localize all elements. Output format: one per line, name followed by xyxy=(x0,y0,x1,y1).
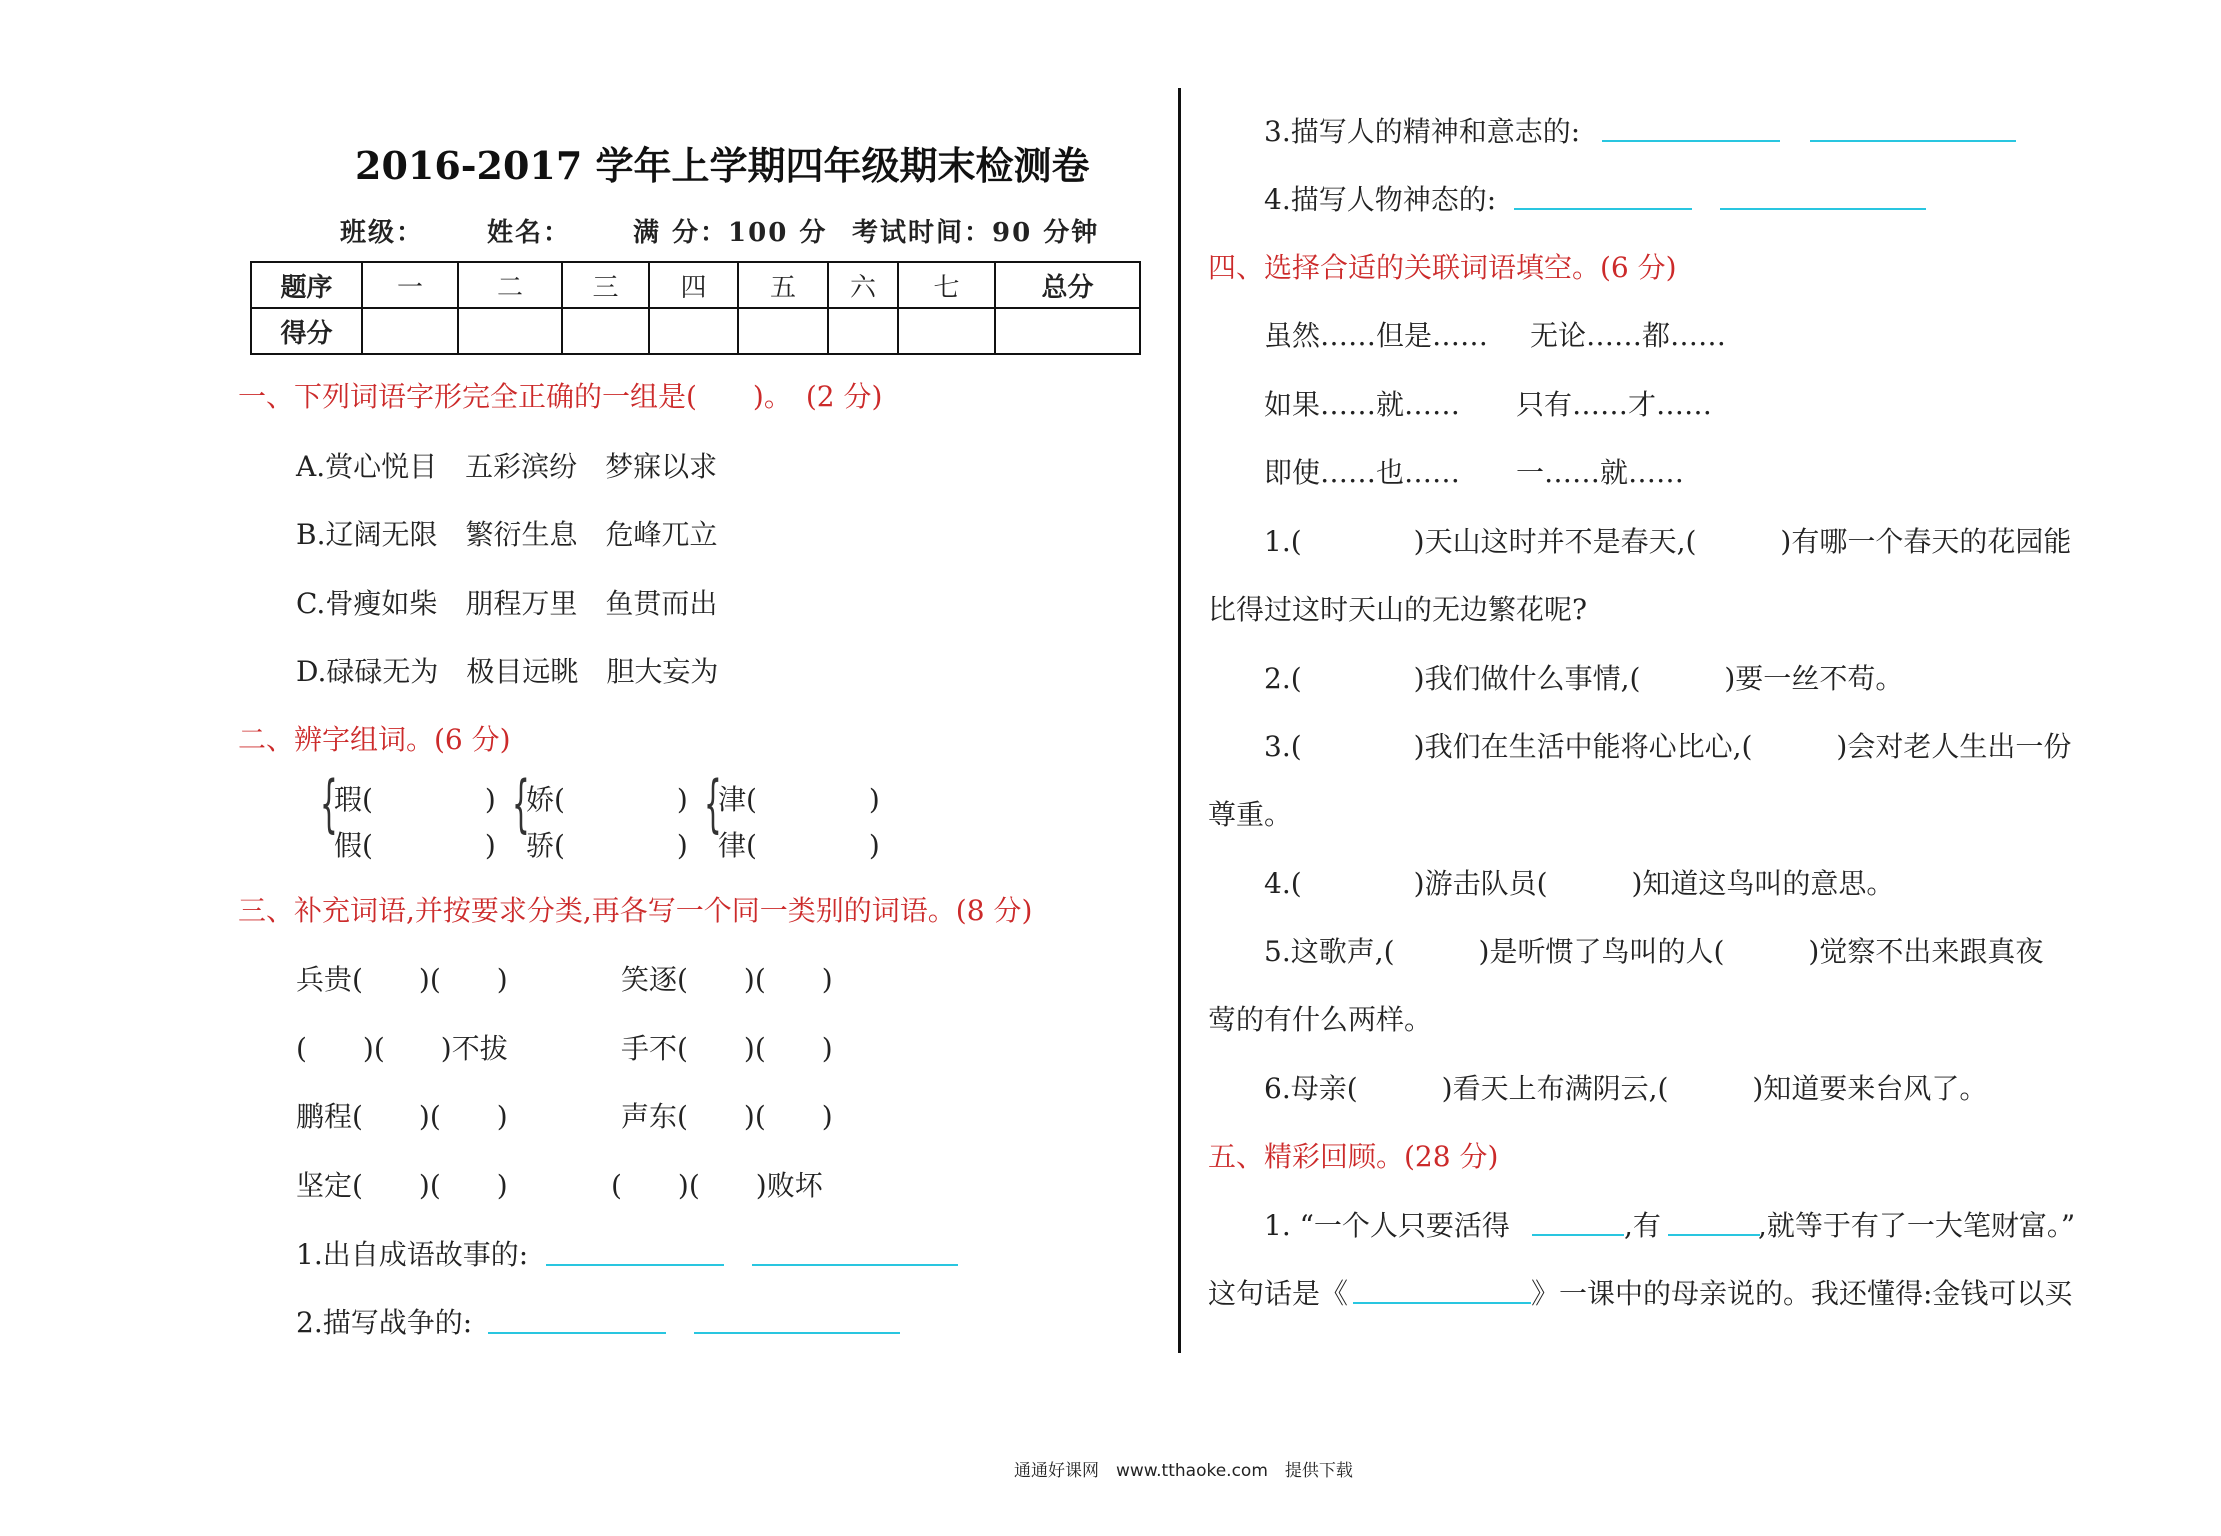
q3-idiom: 声东( )( ) xyxy=(621,1100,833,1133)
answer-blank[interactable] xyxy=(546,1264,724,1266)
page-title: 2016-2017 学年上学期四年级期末检测卷 xyxy=(355,143,1090,188)
score-table-header-row xyxy=(251,262,1140,308)
q3-sub3: 3.描写人的精神和意志的: xyxy=(1264,115,1581,148)
q4-item: 尊重。 xyxy=(1208,798,1293,831)
table-cell: 三 xyxy=(562,262,649,308)
table-cell: 四 xyxy=(649,262,738,308)
q4-item: 5.这歌声,( )是听惯了鸟叫的人( )觉察不出来跟真夜 xyxy=(1264,935,2044,968)
page-footer: 通通好课网 www.tthaoke.com 提供下载 xyxy=(1014,1461,1353,1481)
score-cell[interactable] xyxy=(458,308,562,354)
table-cell: 六 xyxy=(828,262,898,308)
q2-title: 二、辨字组词。(6 分) xyxy=(238,723,511,756)
q3-idiom: 坚定( )( ) xyxy=(296,1169,508,1202)
q1-option-a: A.赏心悦目 五彩滨纷 梦寐以求 xyxy=(296,450,718,483)
table-cell: 一 xyxy=(362,262,458,308)
answer-blank[interactable] xyxy=(1602,140,1780,142)
q3-idiom: 手不( )( ) xyxy=(621,1032,833,1065)
exam-time: 考试时间：90 分钟 xyxy=(852,218,1100,248)
q4-option: 即使……也…… xyxy=(1264,456,1461,489)
q1-option-b: B.辽阔无限 繁衍生息 危峰兀立 xyxy=(296,518,718,551)
brace-icon: { xyxy=(512,767,530,840)
q3-idiom: ( )( )败坏 xyxy=(611,1169,823,1202)
q2-pair1-top: 瑕( ) xyxy=(334,783,496,816)
table-cell: 五 xyxy=(738,262,828,308)
table-cell: 七 xyxy=(898,262,995,308)
score-cell[interactable] xyxy=(738,308,828,354)
answer-blank[interactable] xyxy=(1532,1234,1624,1236)
class-label: 班级： xyxy=(340,218,425,248)
q4-option: 只有……才…… xyxy=(1516,388,1713,421)
q5-line2-start: 这句话是《 xyxy=(1208,1277,1349,1310)
q4-option: 虽然……但是…… xyxy=(1264,319,1489,352)
score-cell[interactable] xyxy=(995,308,1140,354)
answer-blank[interactable] xyxy=(1353,1302,1531,1304)
name-label: 姓名： xyxy=(487,218,572,248)
answer-blank[interactable] xyxy=(1810,140,2016,142)
column-divider xyxy=(1178,88,1181,1353)
score-cell[interactable] xyxy=(649,308,738,354)
answer-blank[interactable] xyxy=(1720,208,1926,210)
full-score: 满 分：100 分 xyxy=(633,218,828,248)
q4-item: 6.母亲( )看天上布满阴云,( )知道要来台风了。 xyxy=(1264,1072,1988,1105)
q2-pair2-bottom: 骄( ) xyxy=(526,829,688,862)
q3-idiom: ( )( )不拔 xyxy=(296,1032,508,1065)
score-cell[interactable] xyxy=(898,308,995,354)
q4-option: 一……就…… xyxy=(1516,456,1685,489)
q4-option: 如果……就…… xyxy=(1264,388,1461,421)
score-cell[interactable] xyxy=(562,308,649,354)
score-table xyxy=(250,261,1141,355)
q1-option-d: D.碌碌无为 极目远眺 胆大妄为 xyxy=(296,655,719,688)
q4-item: 莺的有什么两样。 xyxy=(1208,1003,1433,1036)
answer-blank[interactable] xyxy=(694,1332,900,1334)
q2-pair2-top: 娇( ) xyxy=(526,783,688,816)
q3-sub1: 1.出自成语故事的: xyxy=(296,1238,529,1271)
q2-pair3-top: 津( ) xyxy=(718,783,880,816)
q3-title: 三、补充词语,并按要求分类,再各写一个同一类别的词语。(8 分) xyxy=(238,894,1033,927)
answer-blank[interactable] xyxy=(488,1332,666,1334)
q5-line1-mid: ,有 xyxy=(1624,1209,1661,1242)
q4-item: 1.( )天山这时并不是春天,( )有哪一个春天的花园能 xyxy=(1264,525,2072,558)
answer-blank[interactable] xyxy=(1668,1234,1760,1236)
q1-option-c: C.骨瘦如柴 朋程万里 鱼贯而出 xyxy=(296,587,718,620)
q4-item: 4.( )游击队员( )知道这鸟叫的意思。 xyxy=(1264,867,1895,900)
q5-title: 五、精彩回顾。(28 分) xyxy=(1208,1140,1499,1173)
q3-idiom: 笑逐( )( ) xyxy=(621,963,833,996)
q2-pair1-bottom: 假( ) xyxy=(334,829,496,862)
table-cell: 二 xyxy=(458,262,562,308)
q4-title: 四、选择合适的关联词语填空。(6 分) xyxy=(1208,251,1677,284)
q3-sub4: 4.描写人物神态的: xyxy=(1264,183,1497,216)
q4-item: 2.( )我们做什么事情,( )要一丝不苟。 xyxy=(1264,662,1904,695)
q4-option: 无论……都…… xyxy=(1530,319,1727,352)
table-cell: 总分 xyxy=(995,262,1140,308)
score-table-score-row xyxy=(251,308,1140,354)
q2-pair3-bottom: 律( ) xyxy=(718,829,880,862)
q5-line1-start: 1. “一个人只要活得 xyxy=(1264,1209,1510,1242)
q3-idiom: 鹏程( )( ) xyxy=(296,1100,508,1133)
score-cell[interactable] xyxy=(362,308,458,354)
q5-line1-end: ,就等于有了一大笔财富。” xyxy=(1758,1209,2076,1242)
q4-item: 比得过这时天山的无边繁花呢? xyxy=(1208,593,1588,626)
table-cell: 得分 xyxy=(251,308,362,354)
q3-idiom: 兵贵( )( ) xyxy=(296,963,508,996)
brace-icon: { xyxy=(320,767,338,840)
q5-line2-end: 》一课中的母亲说的。我还懂得:金钱可以买 xyxy=(1531,1277,2073,1310)
brace-icon: { xyxy=(704,767,722,840)
answer-blank[interactable] xyxy=(1514,208,1692,210)
table-cell: 题序 xyxy=(251,262,362,308)
q1-title: 一、下列词语字形完全正确的一组是( )。 (2 分) xyxy=(238,380,883,413)
score-cell[interactable] xyxy=(828,308,898,354)
q3-sub2: 2.描写战争的: xyxy=(296,1306,473,1339)
q4-item: 3.( )我们在生活中能将心比心,( )会对老人生出一份 xyxy=(1264,730,2072,763)
answer-blank[interactable] xyxy=(752,1264,958,1266)
